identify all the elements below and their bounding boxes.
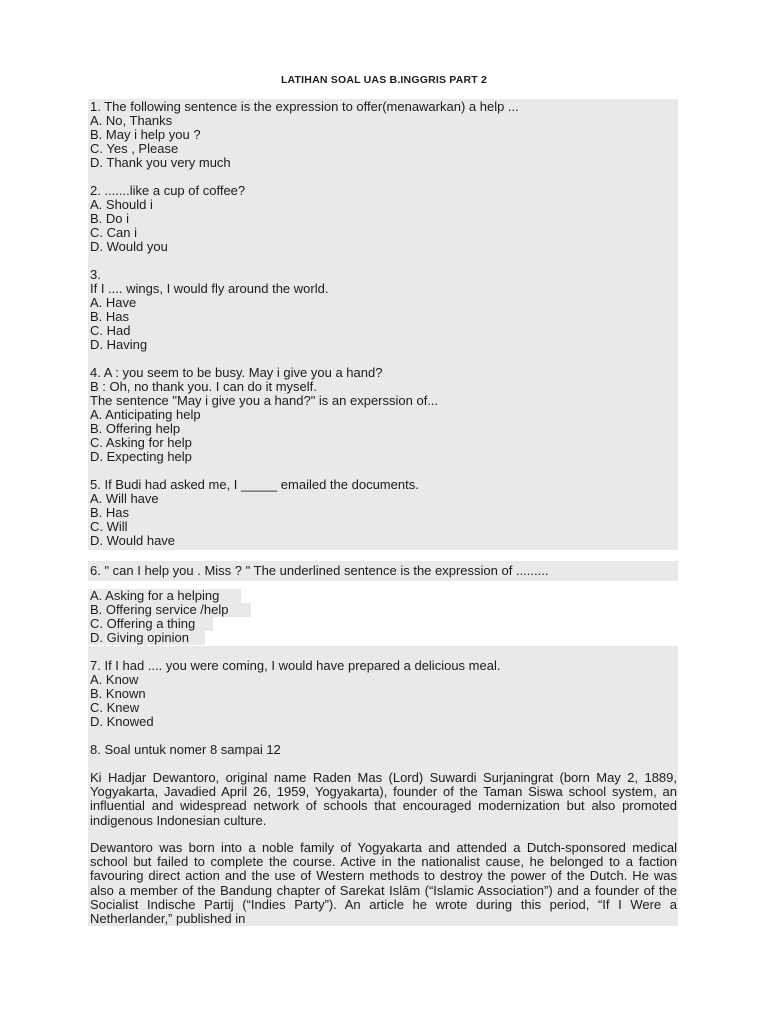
- question-4-option-c: C. Asking for help: [90, 435, 192, 450]
- question-4-option-a: A. Anticipating help: [90, 407, 201, 422]
- question-1-option-b: B. May i help you ?: [90, 127, 201, 142]
- question-3-stem: If I .... wings, I would fly around the world.: [90, 281, 329, 296]
- question-1-option-a: A. No, Thanks: [90, 113, 173, 128]
- question-1-stem: 1. The following sentence is the expression to offer(menawarkan) a help ...: [90, 99, 519, 114]
- question-5-option-b: B. Has: [90, 505, 130, 520]
- question-3-option-a: A. Have: [90, 295, 137, 310]
- question-2-option-d: D. Would you: [90, 239, 168, 254]
- reading-paragraph-2: Dewantoro was born into a noble family of Yogyakarta and attended a Dutch-sponsored medical school but failed to complete the course. Active in the nationalist cause, he belonged to a faction favouring direct action and the use of Western methods to destroy the power of the Dutch. He was also a member of the Bandung chapter of Sarekat Islām (“Islamic Association”) and a founder of the Socialist Indische Partij (“Indies Party”). An article he wrote during this period, “If I Were a Netherlander,” published in: [90, 840, 677, 927]
- question-6-option-d: D. Giving opinion: [90, 630, 189, 645]
- question-7-option-c: C. Knew: [90, 700, 140, 715]
- question-6-option-a: A. Asking for a helping: [90, 588, 220, 603]
- question-2-stem: 2. .......like a cup of coffee?: [90, 183, 246, 198]
- question-5-option-d: D. Would have: [90, 533, 176, 548]
- question-4-line-2: B : Oh, no thank you. I can do it myself.: [90, 379, 317, 394]
- question-3-option-d: D. Having: [90, 337, 148, 352]
- question-2-option-b: B. Do i: [90, 211, 130, 226]
- question-5-stem: 5. If Budi had asked me, I _____ emailed the documents.: [90, 477, 419, 492]
- question-5-option-c: C. Will: [90, 519, 128, 534]
- question-6-stem: 6. " can I help you . Miss ? " The underlined sentence is the expression of .........: [90, 563, 549, 578]
- question-3-option-c: C. Had: [90, 323, 131, 338]
- question-1-option-d: D. Thank you very much: [90, 155, 231, 170]
- question-1-option-c: C. Yes , Please: [90, 141, 179, 156]
- question-3-number: 3.: [90, 267, 101, 282]
- question-4-option-b: B. Offering help: [90, 421, 181, 436]
- question-4-line-3: The sentence "May i give you a hand?" is an experssion of...: [90, 393, 439, 408]
- question-2-option-a: A. Should i: [90, 197, 153, 212]
- question-7-option-a: A. Know: [90, 672, 139, 687]
- question-3-option-b: B. Has: [90, 309, 130, 324]
- question-7-option-d: D. Knowed: [90, 714, 154, 729]
- question-2-option-c: C. Can i: [90, 225, 137, 240]
- question-6-option-b: B. Offering service /help: [90, 602, 229, 617]
- page-title: LATIHAN SOAL UAS B.INGGRIS PART 2: [280, 74, 488, 86]
- question-4-option-d: D. Expecting help: [90, 449, 192, 464]
- question-7-stem: 7. If I had .... you were coming, I would have prepared a delicious meal.: [90, 658, 501, 673]
- question-8-stem: 8. Soal untuk nomer 8 sampai 12: [90, 742, 281, 757]
- question-6-option-c: C. Offering a thing: [90, 616, 196, 631]
- question-5-option-a: A. Will have: [90, 491, 159, 506]
- reading-paragraph-1: Ki Hadjar Dewantoro, original name Raden Mas (Lord) Suwardi Surjaningrat (born May 2, 1889, Yogyakarta, Javadied April 26, 1959, Yogyakarta), founder of the Taman Siswa school system, an influential and widespread network of schools that encouraged modernization but also promoted indigenous Indonesian culture.: [90, 770, 677, 828]
- question-4-line-1: 4. A : you seem to be busy. May i give you a hand?: [90, 365, 383, 380]
- question-7-option-b: B. Known: [90, 686, 146, 701]
